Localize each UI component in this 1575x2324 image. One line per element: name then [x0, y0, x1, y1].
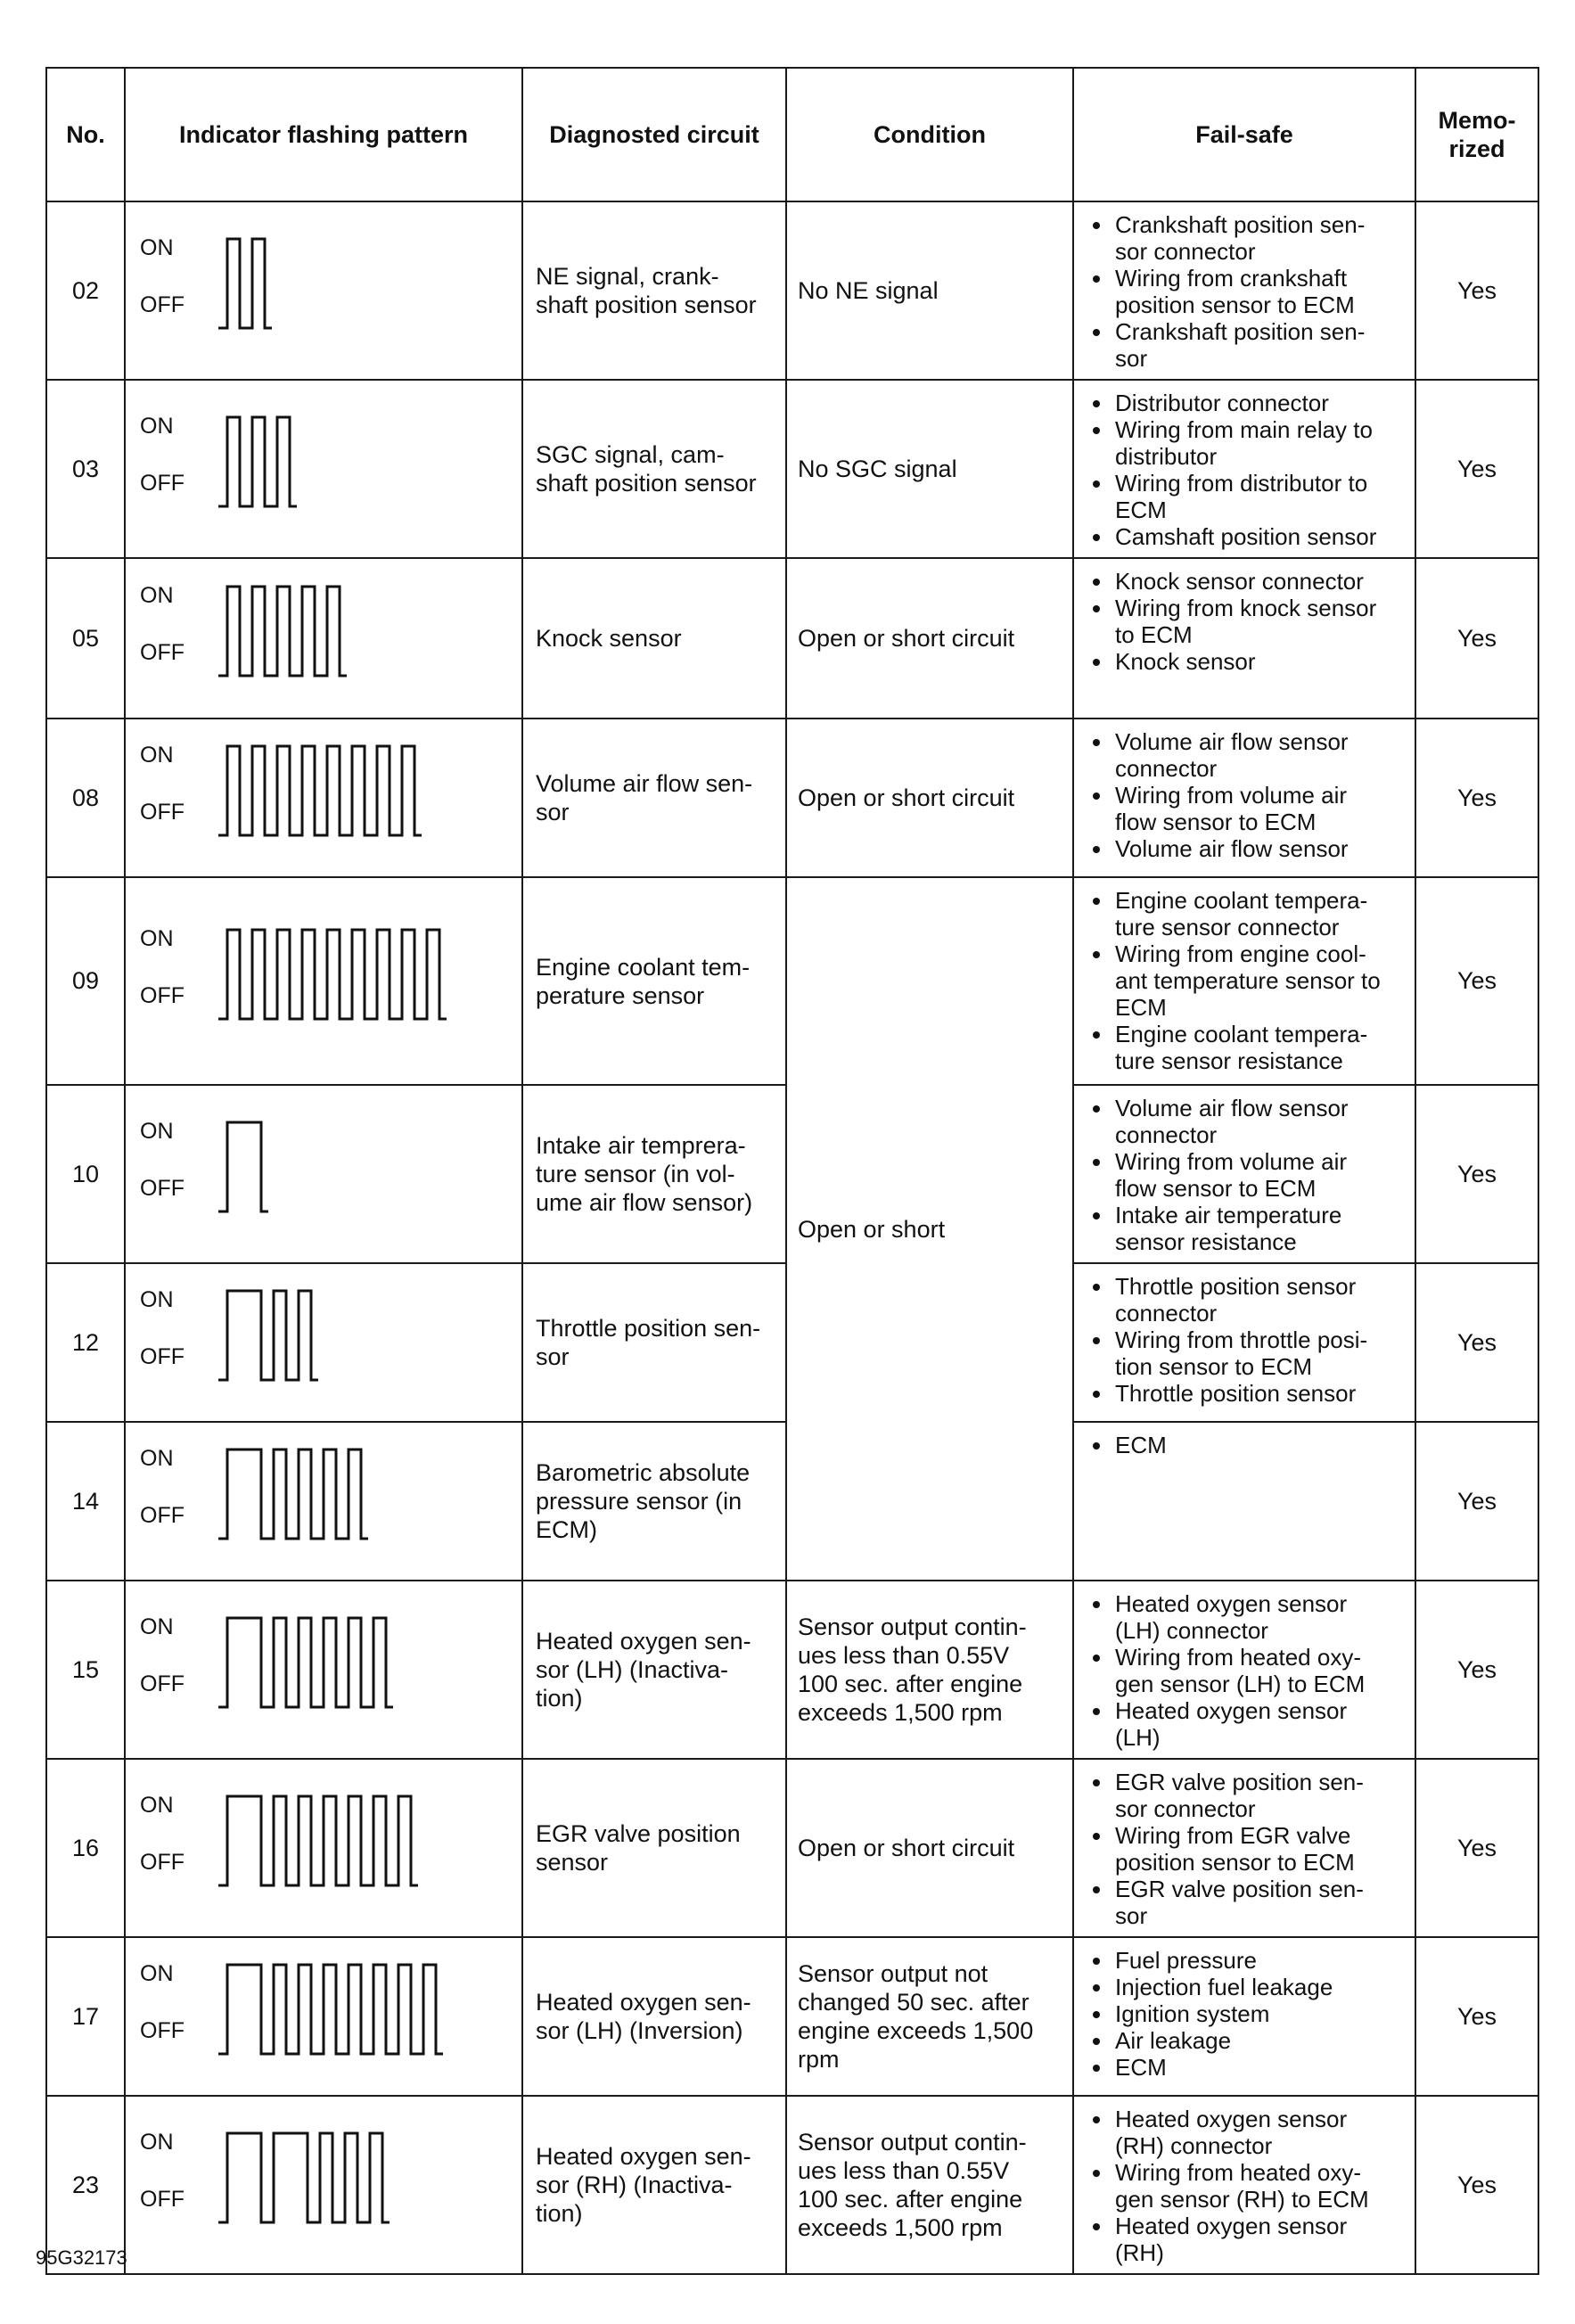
row-number: 16: [46, 1759, 125, 1937]
off-label: OFF: [140, 640, 185, 665]
off-label: OFF: [140, 2018, 185, 2043]
flashing-pattern: [125, 1085, 522, 1263]
row-number: 03: [46, 380, 125, 558]
header-memorized: Memo- rized: [1415, 68, 1538, 201]
memorized: Yes: [1415, 558, 1538, 719]
waveform-line: [218, 1796, 418, 1885]
flashing-pattern: [125, 877, 522, 1085]
fail-safe-item: • Knock sensor connector: [1113, 568, 1407, 595]
fail-safe-list: [1088, 390, 1407, 550]
flashing-pattern: [125, 1422, 522, 1581]
on-label: ON: [140, 2130, 174, 2155]
fail-safe-item: • Volume air flow sensor: [1113, 835, 1407, 862]
table-row: [46, 1581, 1538, 1759]
diagnosed-circuit: Barometric absolute pressure sensor (in ECM): [522, 1422, 786, 1581]
table-row: [46, 877, 1538, 1085]
on-label: ON: [140, 925, 174, 951]
fail-safe-item: • Wiring from knock sensor to ECM: [1113, 595, 1407, 648]
table-row: [46, 558, 1538, 719]
fail-safe-list: [1088, 887, 1407, 1074]
waveform-line: [218, 1449, 368, 1539]
fail-safe-item: • Injection fuel leakage: [1113, 1974, 1407, 2000]
fail-safe-item: • Engine coolant tempera- ture sensor connector: [1113, 887, 1407, 940]
off-label: OFF: [140, 2187, 185, 2212]
off-label: OFF: [140, 982, 185, 1008]
fail-safe-item: • Ignition system: [1113, 2000, 1407, 2027]
waveform-line: [218, 1122, 268, 1211]
table-row: [46, 1937, 1538, 2096]
header-condition: Condition: [786, 68, 1073, 201]
header-no: No.: [46, 68, 125, 201]
fail-safe-list: [1088, 1273, 1407, 1407]
waveform-line: [218, 587, 347, 676]
diagnosed-circuit: Throttle position sen- sor: [522, 1263, 786, 1422]
condition: Open or short circuit: [786, 1759, 1073, 1937]
fail-safe-item: • Heated oxygen sensor (LH) connector: [1113, 1590, 1407, 1644]
fail-safe-item: • Intake air temperature sensor resistance: [1113, 1202, 1407, 1255]
flash-waveform: [218, 1122, 272, 1215]
fail-safe-item: • Crankshaft position sen- sor connector: [1113, 211, 1407, 265]
fail-safe: [1073, 558, 1415, 719]
memorized: Yes: [1415, 1759, 1538, 1937]
fail-safe-item: • Engine coolant tempera- ture sensor resistance: [1113, 1021, 1407, 1074]
fail-safe-item: • Wiring from heated oxy- gen sensor (RH) to ECM: [1113, 2159, 1407, 2213]
fail-safe-list: [1088, 1947, 1407, 2081]
fail-safe-item: • ECM: [1113, 2054, 1407, 2081]
fail-safe-item: • Crankshaft position sen- sor: [1113, 318, 1407, 372]
waveform-line: [218, 2133, 390, 2222]
memorized: Yes: [1415, 380, 1538, 558]
row-number: 14: [46, 1422, 125, 1581]
diagnosed-circuit: Heated oxygen sen- sor (LH) (Inactiva- tion): [522, 1581, 786, 1759]
fail-safe: [1073, 2096, 1415, 2274]
table-row: [46, 719, 1538, 877]
off-label: OFF: [140, 292, 185, 317]
condition: No SGC signal: [786, 380, 1073, 558]
fail-safe-item: • Wiring from engine cool- ant temperature sensor to ECM: [1113, 940, 1407, 1021]
row-number: 23: [46, 2096, 125, 2274]
diagnosed-circuit: Engine coolant tem- perature sensor: [522, 877, 786, 1085]
on-label: ON: [140, 1793, 174, 1818]
fail-safe: [1073, 201, 1415, 380]
flash-waveform: [218, 746, 425, 839]
fail-safe-item: • Air leakage: [1113, 2027, 1407, 2054]
row-number: 05: [46, 558, 125, 719]
flashing-pattern: [125, 1263, 522, 1422]
fail-safe: [1073, 380, 1415, 558]
off-label: OFF: [140, 1671, 185, 1696]
on-label: ON: [140, 1446, 174, 1471]
condition: Open or short: [786, 877, 1073, 1581]
waveform-line: [218, 239, 272, 328]
diagnosed-circuit: EGR valve position sensor: [522, 1759, 786, 1937]
fail-safe: [1073, 1422, 1415, 1581]
fail-safe-item: • Wiring from volume air flow sensor to ECM: [1113, 782, 1407, 835]
on-label: ON: [140, 1614, 174, 1639]
fail-safe-item: • Knock sensor: [1113, 648, 1407, 675]
fail-safe: [1073, 1263, 1415, 1422]
memorized: Yes: [1415, 1263, 1538, 1422]
flashing-pattern: [125, 2096, 522, 2274]
condition: Open or short circuit: [786, 719, 1073, 877]
condition: Sensor output contin- ues less than 0.55V 100 sec. after engine exceeds 1,500 rpm: [786, 2096, 1073, 2274]
diagnosed-circuit: SGC signal, cam- shaft position sensor: [522, 380, 786, 558]
condition: Sensor output contin- ues less than 0.55V 100 sec. after engine exceeds 1,500 rpm: [786, 1581, 1073, 1759]
diagnosed-circuit: Heated oxygen sen- sor (LH) (Inversion): [522, 1937, 786, 2096]
flash-waveform: [218, 930, 450, 1022]
fail-safe-item: • EGR valve position sen- sor: [1113, 1876, 1407, 1929]
fail-safe-item: • Volume air flow sensor connector: [1113, 1095, 1407, 1148]
fail-safe: [1073, 877, 1415, 1085]
flashing-pattern: [125, 558, 522, 719]
fail-safe-list: [1088, 1590, 1407, 1751]
flash-waveform: [218, 1291, 322, 1384]
row-number: 08: [46, 719, 125, 877]
condition: No NE signal: [786, 201, 1073, 380]
flashing-pattern: [125, 1759, 522, 1937]
diagnosed-circuit: Knock sensor: [522, 558, 786, 719]
flash-waveform: [218, 1618, 397, 1711]
off-label: OFF: [140, 1850, 185, 1875]
row-number: 10: [46, 1085, 125, 1263]
fail-safe-list: [1088, 1095, 1407, 1255]
on-label: ON: [140, 1119, 174, 1144]
fail-safe-item: • Wiring from crankshaft position sensor to ECM: [1113, 265, 1407, 318]
row-number: 15: [46, 1581, 125, 1759]
fail-safe-item: • Camshaft position sensor: [1113, 523, 1407, 550]
waveform-line: [218, 1291, 318, 1380]
flashing-pattern: [125, 1937, 522, 2096]
memorized: Yes: [1415, 201, 1538, 380]
row-number: 17: [46, 1937, 125, 2096]
waveform-line: [218, 417, 297, 506]
memorized: Yes: [1415, 877, 1538, 1085]
memorized: Yes: [1415, 2096, 1538, 2274]
memorized: Yes: [1415, 1422, 1538, 1581]
on-label: ON: [140, 235, 174, 260]
flash-waveform: [218, 417, 300, 510]
table-row: [46, 201, 1538, 380]
fail-safe: [1073, 719, 1415, 877]
memorized: Yes: [1415, 719, 1538, 877]
fail-safe-item: • Wiring from volume air flow sensor to ECM: [1113, 1148, 1407, 1202]
fail-safe-item: • Wiring from distributor to ECM: [1113, 470, 1407, 523]
fail-safe: [1073, 1085, 1415, 1263]
off-label: OFF: [140, 1344, 185, 1369]
table-body: [46, 201, 1538, 2274]
diagnosed-circuit: Heated oxygen sen- sor (RH) (Inactiva- tion): [522, 2096, 786, 2274]
row-number: 12: [46, 1263, 125, 1422]
waveform-line: [218, 1965, 443, 2054]
fail-safe-item: • Throttle position sensor connector: [1113, 1273, 1407, 1326]
flash-waveform: [218, 1965, 447, 2057]
off-label: OFF: [140, 1503, 185, 1528]
flashing-pattern: [125, 719, 522, 877]
waveform-line: [218, 746, 422, 835]
on-label: ON: [140, 583, 174, 608]
fail-safe-list: [1088, 2106, 1407, 2266]
fail-safe-list: [1088, 568, 1407, 675]
header-row: [46, 68, 1538, 201]
memorized: Yes: [1415, 1581, 1538, 1759]
off-label: OFF: [140, 1176, 185, 1201]
flash-waveform: [218, 1449, 372, 1542]
fail-safe-item: • Heated oxygen sensor (LH): [1113, 1697, 1407, 1751]
waveform-line: [218, 930, 447, 1019]
fail-safe-item: • Distributor connector: [1113, 390, 1407, 416]
memorized: Yes: [1415, 1085, 1538, 1263]
header-failsafe: Fail-safe: [1073, 68, 1415, 201]
header-circuit: Diagnosted circuit: [522, 68, 786, 201]
condition: Open or short circuit: [786, 558, 1073, 719]
fail-safe-item: • EGR valve position sen- sor connector: [1113, 1769, 1407, 1822]
fail-safe-list: [1088, 1769, 1407, 1929]
fail-safe: [1073, 1759, 1415, 1937]
fail-safe-item: • Heated oxygen sensor (RH) connector: [1113, 2106, 1407, 2159]
fail-safe: [1073, 1581, 1415, 1759]
table-row: [46, 380, 1538, 558]
flashing-pattern: [125, 1581, 522, 1759]
flash-waveform: [218, 1796, 422, 1889]
memorized: Yes: [1415, 1937, 1538, 2096]
flashing-pattern: [125, 201, 522, 380]
table-row: [46, 2096, 1538, 2274]
fail-safe-item: • Heated oxygen sensor (RH): [1113, 2213, 1407, 2266]
on-label: ON: [140, 1961, 174, 1986]
flashing-pattern: [125, 380, 522, 558]
fail-safe-item: • Volume air flow sensor connector: [1113, 728, 1407, 782]
flash-waveform: [218, 587, 350, 679]
off-label: OFF: [140, 800, 185, 825]
flash-waveform: [218, 239, 275, 332]
on-label: ON: [140, 743, 174, 768]
fail-safe: [1073, 1937, 1415, 2096]
fail-safe-list: [1088, 211, 1407, 372]
on-label: ON: [140, 1287, 174, 1312]
fail-safe-item: • Wiring from throttle posi- tion sensor to ECM: [1113, 1326, 1407, 1380]
fail-safe-item: • Wiring from heated oxy- gen sensor (LH) to ECM: [1113, 1644, 1407, 1697]
condition: Sensor output not changed 50 sec. after engine exceeds 1,500 rpm: [786, 1937, 1073, 2096]
fail-safe-item: • Wiring from EGR valve position sensor to ECM: [1113, 1822, 1407, 1876]
fail-safe-item: • Throttle position sensor: [1113, 1380, 1407, 1407]
header-pattern: Indicator flashing pattern: [125, 68, 522, 201]
fail-safe-item: • Fuel pressure: [1113, 1947, 1407, 1974]
waveform-line: [218, 1618, 393, 1707]
diagnosed-circuit: NE signal, crank- shaft position sensor: [522, 201, 786, 380]
fail-safe-item: • ECM: [1113, 1432, 1407, 1458]
row-number: 09: [46, 877, 125, 1085]
figure-id: 95G32173: [36, 2246, 127, 2269]
fail-safe-list: [1088, 1432, 1407, 1458]
diagnosed-circuit: Intake air temprera- ture sensor (in vol- ume air flow sensor): [522, 1085, 786, 1263]
row-number: 02: [46, 201, 125, 380]
dtc-table: [45, 67, 1539, 2275]
on-label: ON: [140, 414, 174, 439]
fail-safe-list: [1088, 728, 1407, 862]
fail-safe-item: • Wiring from main relay to distributor: [1113, 416, 1407, 470]
off-label: OFF: [140, 471, 185, 496]
table-row: [46, 1759, 1538, 1937]
diagnosed-circuit: Volume air flow sen- sor: [522, 719, 786, 877]
flash-waveform: [218, 2133, 393, 2226]
